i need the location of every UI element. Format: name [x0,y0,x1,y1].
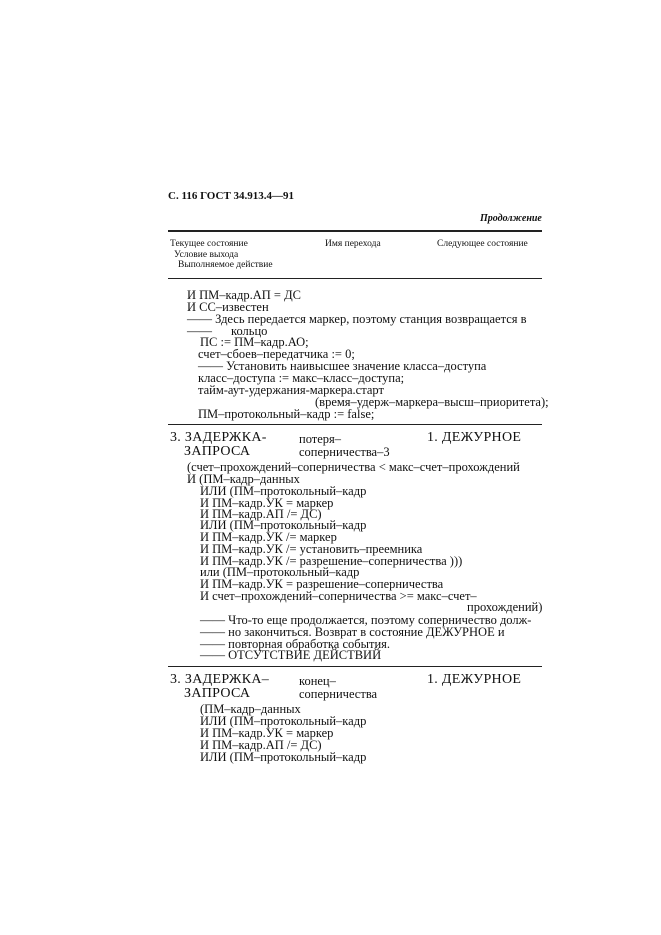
code-line: ПС := ПМ–кадр.АО; [200,335,309,349]
header-bottom-rule [168,278,542,279]
code-line: И СС–известен [187,300,269,314]
section2-transition-cont: соперничества–3 [299,445,390,459]
code-line: (ПМ–кадр–данных [200,702,301,716]
section3-state-cont: ЗАПРОСА [184,686,251,701]
code-line: счет–сбоев–передатчика := 0; [198,347,355,361]
code-line: И счет–прохождений–соперничества >= макс–счет– [200,589,477,603]
code-line: ИЛИ (ПМ–протокольный–кадр [200,714,367,728]
code-line: И ПМ–кадр.УК /= разрешение–соперничества ))) [200,554,463,568]
section3-state: 3. ЗАДЕРЖКА– [170,672,270,687]
column-header-action: Выполняемое действие [178,260,273,270]
code-line: класс–доступа := макс–класс–доступа; [198,371,405,385]
code-line: И ПМ–кадр.УК = маркер [200,726,334,740]
code-line: И ПМ–кадр.УК = маркер [200,496,334,510]
comment-line: —— повторная обработка события. [200,637,391,651]
section-divider [168,424,542,425]
code-line: И ПМ–кадр.УК /= установить–преемника [200,542,423,556]
continuation-label: Продолжение [480,213,542,224]
section2-state: 3. ЗАДЕРЖКА- [170,430,267,445]
code-line: И ПМ–кадр.АП = ДС [187,288,301,302]
code-line: ИЛИ (ПМ–протокольный–кадр [200,518,367,532]
code-line: И ПМ–кадр.АП /= ДС) [200,507,322,521]
code-line: И ПМ–кадр.УК /= маркер [200,530,337,544]
section2-state-cont: ЗАПРОСА [184,444,251,459]
page-header: С. 116 ГОСТ 34.913.4—91 [168,190,295,202]
section3-transition-cont: соперничества [299,687,378,701]
code-line: —— Здесь передается маркер, поэтому станция возвращается в [187,312,527,326]
code-line: тайм-аут-удержания-маркера.старт [198,383,384,397]
code-line: —— [187,324,212,338]
header-top-rule [168,230,542,232]
code-line: ИЛИ (ПМ–протокольный–кадр [200,484,367,498]
column-header-transition: Имя перехода [325,239,381,249]
column-header-current-state: Текущее состояние [170,239,248,249]
code-line: (время–удерж–маркера–высш–приоритета); [315,395,549,409]
comment-line: —— ОТСУТСТВИЕ ДЕЙСТВИЙ [200,648,382,662]
section3-transition: конец– [299,674,336,688]
code-line: (счет–прохождений–соперничества < макс–счет–прохождений [187,460,520,474]
code-line: ИЛИ (ПМ–протокольный–кадр [200,750,367,764]
column-header-next-state: Следующее состояние [437,239,528,249]
section2-next-state: 1. ДЕЖУРНОЕ [427,430,522,445]
code-line: прохождений) [467,600,543,614]
column-header-exit-condition: Условие выхода [174,250,239,260]
code-line: И ПМ–кадр.УК = разрешение–соперничества [200,577,444,591]
code-line: —— Установить наивысшее значение класса–доступа [198,359,487,373]
comment-line: —— Что-то еще продолжается, поэтому соперничество долж- [200,613,532,627]
section3-next-state: 1. ДЕЖУРНОЕ [427,672,522,687]
section2-transition: потеря– [299,432,342,446]
code-line: И (ПМ–кадр–данных [187,472,300,486]
section-divider [168,666,542,667]
comment-line: —— но закончиться. Возврат в состояние ДЕЖУРНОЕ и [200,625,505,639]
code-line: или (ПМ–протокольный–кадр [200,565,360,579]
code-line: И ПМ–кадр.АП /= ДС) [200,738,322,752]
code-line: кольцо [231,324,268,338]
code-line: ПМ–протокольный–кадр := false; [198,407,375,421]
